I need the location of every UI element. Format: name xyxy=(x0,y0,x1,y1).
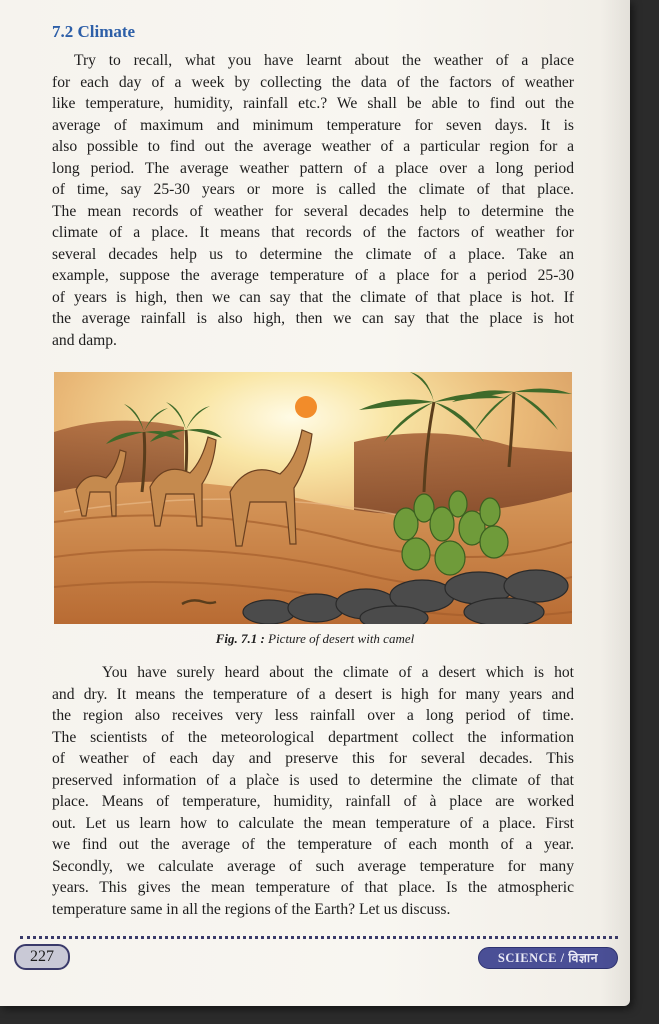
text-line: we find out the average of the temperature of each month of a year. xyxy=(52,836,574,853)
text-line: like temperature, humidity, rainfall etc.? We shall be able to find out the xyxy=(52,95,574,112)
page-number: 227 xyxy=(14,944,70,970)
paragraph-climate-intro xyxy=(52,50,574,351)
text-line: out. Let us learn how to calculate the mean temperature of a place. First xyxy=(52,814,574,832)
text-line: and dry. It means the temperature of a desert is high for many years and xyxy=(52,685,574,703)
figure-label: Fig. 7.1 : xyxy=(215,631,265,646)
text-line: of time, say 25-30 years or more is called the climate of that place. xyxy=(52,181,574,198)
text-line: place. Means of temperature, humidity, rainfall of à place are worked xyxy=(52,793,574,810)
text-line: example, suppose the average temperature of a place for a period 25-30 xyxy=(52,267,574,284)
text-line: Try to recall, what you have learnt about the weather of a place xyxy=(74,52,574,69)
subject-badge: SCIENCE / विज्ञान xyxy=(478,947,618,969)
text-line: Secondly, we calculate average of such average temperature for many xyxy=(52,857,574,875)
text-line: The mean records of weather for several decades help to determine the xyxy=(52,202,574,220)
text-line: of weather of each day and preserve this for several decades. This xyxy=(52,750,574,767)
text-line: temperature same in all the regions of the Earth? Let us discuss. xyxy=(52,900,451,918)
section-heading: 7.2 Climate xyxy=(52,22,136,41)
paragraph-desert-climate xyxy=(52,662,574,920)
text-line: average of maximum and minimum temperature for seven days. It is xyxy=(52,116,574,134)
text-line: of years is high, then we can say that the climate of that place is hot. If xyxy=(52,288,574,306)
figure-caption-text: Picture of desert with camel xyxy=(268,631,415,646)
text-line: You have surely heard about the climate of a desert which is hot xyxy=(102,664,574,681)
text-line: the region also receives very less rainfall over a long period of time. xyxy=(52,707,574,724)
text-line: The scientists of the meteorological department collect the information xyxy=(52,728,574,746)
desert-camel-illustration xyxy=(54,372,572,624)
footer-divider xyxy=(20,936,618,943)
text-line: also possible to find out the average weather of a particular region for a xyxy=(52,138,574,155)
text-line: the average rainfall is also high, then we can say that the place is hot xyxy=(52,310,574,327)
text-line: climate of a place. It means that records of the factors of weather for xyxy=(52,224,574,241)
text-line: and damp. xyxy=(52,331,117,349)
text-line: several decades help us to determine the climate of a place. Take an xyxy=(52,245,574,263)
figure-caption xyxy=(0,631,630,647)
text-line: preserved information of a plac̀e is used to determine the climate of that xyxy=(52,771,574,789)
text-line: for each day of a week by collecting the data of the factors of weather xyxy=(52,73,574,91)
text-line: long period. The average weather pattern of a place over a long period xyxy=(52,159,574,177)
text-line: years. This gives the mean temperature of that place. Is the atmospheric xyxy=(52,879,574,896)
